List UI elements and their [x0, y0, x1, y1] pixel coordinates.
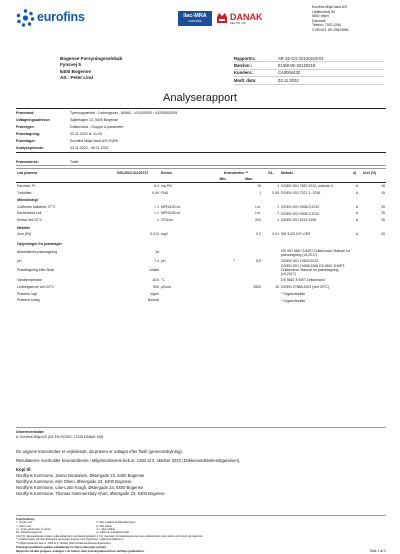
report-info-value: EUDKVE-22120219 [278, 63, 316, 69]
method: DS/EN ISO 7887:2012, metode C [281, 184, 334, 189]
table-row [16, 258, 386, 265]
company-line: Danmark [312, 18, 326, 23]
limit-min [210, 264, 236, 276]
limit-min [210, 297, 236, 304]
param-name: Turbiditet [17, 190, 32, 195]
sample-info-key: Prøvetagning: [16, 131, 41, 136]
table-row [16, 264, 386, 276]
param-name: Coliforme bakterier 37°C [17, 204, 56, 209]
unit: °C [161, 277, 165, 282]
customer-line: Att.: Peter Lind [60, 75, 93, 81]
result-value: < 1 [154, 211, 159, 216]
method: DS/EN ISO 10523:2012 [281, 258, 319, 263]
subcontractor-label: Underleverandør: [16, 430, 45, 434]
legend-footer: Prøvningsresultaterne gælder udelukkende for de(n) undersøgte prøve(r). [16, 545, 107, 549]
sample-info-value: Eurofins Miljø Vand A/S DVEK [70, 138, 119, 143]
unit: MPN/100 ml [161, 211, 181, 216]
unit [160, 297, 210, 304]
subcontractor-block [16, 427, 386, 441]
legend-entry: i.m.: Ikke målbar [96, 528, 116, 532]
limit-max: 8.5 [256, 258, 262, 263]
col-header-limits: Kravværdier ** [210, 169, 262, 177]
uncertainty: 15 [381, 190, 386, 195]
uncertainty [362, 264, 386, 276]
method: DS/EN ISO 6222:1999 [281, 218, 317, 223]
legend-grid [16, 521, 386, 534]
sample-info-row [16, 138, 386, 145]
table-row [16, 217, 386, 224]
table-row [16, 210, 386, 217]
legend-entry: DL: Detektionsgrænse [16, 531, 42, 535]
report-info-row [234, 62, 384, 69]
section-heading: Metaller [17, 225, 31, 230]
limit-min [210, 183, 236, 190]
sample-info [16, 108, 386, 153]
result-value: 5.4 [154, 184, 159, 189]
method: DS/EN ISO 7027-1: 2016 [281, 190, 321, 195]
sample-info-row [16, 117, 386, 124]
eurofins-emblem-icon [16, 9, 35, 27]
sample-info-key: Udtagningsadresse: [16, 118, 51, 123]
col-header-min: Min. [210, 177, 236, 183]
method: DS ISO 5667-5:MST-Drikkevand. Manuel for prøvetagning (v4,2017) [281, 248, 351, 257]
unit: mg/l [161, 232, 168, 237]
report-info-row [234, 55, 384, 62]
page-title: Analyserapport [163, 92, 237, 104]
limit-max: 200 [255, 218, 262, 223]
subcontractor-flag [352, 283, 362, 290]
subcontractor-flag: A [355, 184, 359, 189]
company-address [312, 5, 392, 33]
subcontractor-flag [352, 290, 362, 297]
table-row [16, 276, 386, 283]
detection-limit: 1 [277, 204, 280, 209]
report-info-key: Kundenr.: [234, 70, 254, 76]
eurofins-logo [16, 9, 92, 27]
section-heading: Oplysninger fra prøvetager [17, 242, 62, 247]
unit: pH [161, 258, 166, 263]
param-name: Prøvens lugt [17, 291, 37, 296]
legend-line: **) Miljøministeriets bek nr. 1383 af 3. oktober 2022 (Drikkevandsbekendtgørelsen). [16, 541, 112, 545]
company-line: 6600 Vejen [312, 14, 329, 19]
param-name: Ledningsevne ved 20°C [17, 284, 55, 289]
report-info-key: Batchnr.: [234, 63, 253, 69]
param-name: Akkrediteret prøvetagning [17, 250, 58, 255]
col-header-u: u) [352, 169, 362, 177]
legend-title: Tegnforklaring: [16, 518, 35, 521]
ilac-label: ilac-MRA [183, 13, 207, 19]
uncertainty [362, 290, 386, 297]
report-info [234, 55, 384, 85]
copy-recipient: Nordfyns Kommune, Lise-Lotte Kragh, Østergade 23, 5400 Bogense [16, 484, 144, 490]
table-row [16, 248, 386, 258]
detection-limit: 0.05 [272, 190, 280, 195]
ilac-sublabel: CERTIFIED [188, 19, 202, 23]
result-value: 16.5 [152, 277, 159, 282]
report-info-row [234, 70, 384, 77]
sample-info-value: 03.11.2022 kl. 11.00 [70, 131, 103, 136]
table-row [16, 203, 386, 210]
sample-info-value: Tyrekrogværket - Ledningsnet - 80982 - V01100002 / 44230000299 [70, 111, 178, 116]
legend-entry: u): udført af underleverandør [96, 531, 130, 535]
sample-info-row [16, 131, 386, 138]
unit: FNU [161, 190, 169, 195]
table-header-row [16, 169, 386, 177]
subcontractor-flag [352, 258, 362, 265]
sample-info-row [16, 110, 386, 117]
limit-min [210, 248, 236, 258]
uncertainty: 25 [381, 211, 386, 216]
table-row [16, 231, 386, 238]
col-header-lab: Lab prøvenr. [16, 169, 116, 177]
limit-max: i.m. [255, 211, 262, 216]
company-line: Eurofins Miljø Vand A/S [312, 5, 348, 9]
table-row [16, 189, 386, 196]
detection-limit: 1 [277, 218, 280, 223]
section-heading: Mikrobiologi [17, 198, 38, 203]
limit-max [236, 276, 262, 283]
param-name: Kimtal ved 22°C [17, 218, 43, 223]
unit: MPN/100 ml [161, 204, 181, 209]
accreditation-marks [178, 11, 266, 26]
legend-col [96, 521, 136, 534]
section-row [16, 224, 386, 231]
method: * Organoleptisk [281, 291, 305, 296]
subcontractor-flag: A [355, 218, 359, 223]
limit-max: i.m. [255, 204, 262, 209]
result-value: Ingen [150, 291, 159, 296]
detection-limit [262, 264, 280, 276]
col-header-dl: DL. [262, 169, 280, 177]
note-text: De angivne kravværdier er vejledende, da prøven er udtaget efter flush (gennemskylning). [16, 449, 183, 454]
limit-min [210, 210, 236, 217]
uncertainty: 15 [381, 218, 386, 223]
legend-entry: c): Ikke påvist [96, 524, 112, 528]
unit [160, 248, 210, 258]
limit-min: 7 [233, 258, 235, 263]
unit [160, 264, 210, 276]
sample-info-key: Analyseperiode: [16, 145, 44, 150]
danak-crown-icon [216, 12, 228, 25]
method: DS/EN ISO 19458:2006 DS 5667-5:MST-Drikkevand. Manual for prøvetagning (v4,2017) [281, 264, 346, 277]
param-name: pH [17, 258, 22, 263]
section-row [16, 241, 386, 248]
copy-recipient: Nordfyns Kommune, Janna Nicolaisen, Østergade 23, 5400 Bogense [16, 473, 145, 479]
sample-marking-key: Prøvemærke: [16, 159, 39, 164]
sample-info-key: Prøvetype: [16, 125, 35, 130]
subcontractor-flag [352, 297, 362, 304]
customer-address [60, 56, 122, 82]
company-line: Telefon: 7022 4266 [312, 23, 341, 28]
limit-max: 1 [259, 190, 262, 195]
report-info-key: Rapportnr.: [234, 55, 257, 61]
copy-label: Kopi til: [16, 467, 32, 473]
col-header-sample-id: 535-2022-01100727 [116, 169, 160, 177]
method: DS/EN ISO 9308-2:2012 [281, 204, 320, 209]
company-line: Ladelundvej 85 [312, 9, 336, 14]
subcontractor-flag [352, 276, 362, 283]
report-info-value: AR-22-CG-22120219-01 [278, 55, 324, 61]
danak-logo [216, 12, 266, 25]
report-info-row [234, 77, 384, 84]
limit-min [210, 283, 236, 290]
sample-marking [16, 159, 386, 166]
col-header-unit: Enhed [160, 169, 210, 177]
uncertainty [362, 248, 386, 258]
limit-max: 15 [257, 184, 262, 189]
limit-max [236, 297, 262, 304]
col-header-method: Metode [280, 169, 352, 177]
sample-info-key: Prøvetager: [16, 138, 36, 143]
uncertainty: 20 [381, 232, 386, 237]
page-number: Side 1 af 2 [369, 549, 386, 554]
subcontractor-flag: A [355, 204, 359, 209]
result-value: Udført [149, 268, 159, 273]
sample-info-row [16, 144, 386, 151]
subcontractor-flag: A [355, 190, 359, 195]
results-table [16, 168, 386, 304]
limit-min [210, 189, 236, 196]
limit-max: 2500 [253, 284, 262, 289]
legend-entry: >: større end [16, 524, 31, 528]
sample-info-value: Søjlerkajen 13, 5400 Bogense [70, 118, 119, 123]
param-name: Prøvetagning efter flush [17, 268, 55, 273]
limit-max [236, 290, 262, 297]
sample-info-key: Prøvested: [16, 111, 35, 116]
sample-info-value: Drikkevand - Gruppe A parametre [70, 125, 124, 130]
detection-limit [262, 297, 280, 304]
note-text: Resultaterne overholder kravværdierne i Miljøministeriets bek.nr. 1383 af 3. oktober 2022 (Drikkevandsbekendtgørelsen). [16, 458, 241, 464]
subcontractor-flag [352, 264, 362, 276]
legend-block [16, 515, 386, 554]
method: DS/EN ISO 9308-2:2012 [281, 211, 320, 216]
table-row [16, 283, 386, 290]
col-header-urel: Urel (%) [362, 169, 386, 177]
method: DS 5667-5:MST-Drikkevand [281, 277, 325, 282]
table-row [16, 183, 386, 190]
limit-min [210, 290, 236, 297]
col-header-max: Max. [236, 177, 262, 183]
danak-label: DANAK [230, 12, 263, 22]
result-value: 7.4 [154, 258, 159, 263]
detection-limit [262, 258, 280, 265]
result-value: Normal [147, 298, 159, 303]
result-value: < 1 [154, 204, 159, 209]
uncertainty: 25 [381, 204, 386, 209]
result-value: 0.013 [150, 232, 159, 237]
uncertainty [362, 297, 386, 304]
param-name: Prøvens smag [17, 298, 40, 303]
report-info-value: 03.11.2022 [278, 77, 299, 83]
detection-limit [262, 276, 280, 283]
method: SM 3120 ICP-OES [281, 232, 311, 237]
copy-recipient: Nordfyns Kommune, Kim Olsen, Østergade 23, 5400 Bogense [16, 478, 132, 484]
result-value: 500 [153, 284, 159, 289]
uncertainty: 15 [381, 184, 386, 189]
legend-col [16, 521, 96, 534]
limit-min [210, 217, 236, 224]
legend-line: *): Usikkerheden på mikrobiologiske parametre angives som logaritmen i usikkerhedsfaktoren [16, 538, 124, 542]
detection-limit: 1 [277, 184, 280, 189]
uncertainty [362, 258, 386, 265]
subcontractor-flag [352, 248, 362, 258]
customer-line: 5400 Bogense [60, 68, 91, 74]
limit-max: 0.2 [256, 232, 262, 237]
uncertainty [362, 283, 386, 290]
method: DS/EN 27888:2003 (ved 20°C) [281, 284, 329, 289]
param-name: Vandtemperatur [17, 277, 42, 282]
unit [160, 290, 210, 297]
report-info-key: Modt. dato: [234, 77, 257, 83]
sample-info-value: 03.11.2022 - 08.11.2022 [70, 145, 109, 150]
subcontractor-flag: A [355, 211, 359, 216]
legend-entry: <: mindre end [16, 521, 32, 525]
param-name: Escherichia coli [17, 211, 42, 216]
detection-limit: 1 [277, 211, 280, 216]
unit: mg Pt/l [161, 184, 172, 189]
limit-min [210, 203, 236, 210]
result-value: Ja [155, 250, 159, 255]
detection-limit: 15 [275, 284, 280, 289]
customer-line: Fynsvej 5 [60, 62, 81, 68]
subcontractor-value: A. Eurofins Miljø A/S (DS EN ISO/IEC 17025 DANAK 168) [16, 435, 104, 440]
detection-limit [262, 248, 280, 258]
param-name: Farvetal, Pt [17, 184, 35, 189]
table-row [16, 290, 386, 297]
table-row [16, 297, 386, 304]
report-notes [16, 449, 386, 496]
result-value: 0.09 [152, 190, 159, 195]
subcontractor-flag: A [355, 232, 359, 237]
sample-marking-value: Toilet [70, 159, 79, 164]
danak-reg: REG. NR. 168 [230, 21, 246, 25]
uncertainty [362, 276, 386, 283]
detection-limit [262, 290, 280, 297]
legend-entry: *): Ikke omfattet af akkrediteringen [96, 521, 136, 525]
limit-max [236, 264, 262, 276]
limit-min [210, 276, 236, 283]
legend-entry: i.p.: Ingen parametre er påvist [16, 528, 51, 532]
method: * Organoleptisk [281, 298, 305, 303]
ilac-mra-logo [178, 11, 212, 26]
sample-info-row [16, 124, 386, 131]
unit: µS/cm [161, 284, 171, 289]
unit: CFU/ml [161, 218, 173, 223]
legend-line: Urel (%): Ekspanderede relative måleusikkerhed med dækningsfaktor 2. For resultater på lokalitetsgrænsen kan usikkerheden være større end oplyst på rapporten. [16, 534, 204, 538]
copy-recipient: Nordfyns Kommune, Thomas Hammershøy Ahorr, Østergade 23, 5400 Bogense [16, 490, 165, 496]
limit-max [236, 248, 262, 258]
customer-line: Bogense Forsyningsselskab [60, 56, 123, 61]
company-line: CVR/VAT: DK-29823880 [312, 27, 349, 32]
detection-limit: 0.01 [272, 232, 280, 237]
param-name: Jern (Fe) [17, 232, 32, 237]
eurofins-wordmark: eurofins [37, 10, 85, 24]
section-row [16, 196, 386, 203]
legend-footer: Rapporten må ikke gengives, undtagen i sin helhed, uden prøvningslaboratoriets skriftlige godkendelse. [16, 550, 145, 554]
report-info-value: CA0004432 [278, 70, 301, 76]
limit-min [210, 231, 236, 238]
result-value: 1 [157, 218, 159, 223]
